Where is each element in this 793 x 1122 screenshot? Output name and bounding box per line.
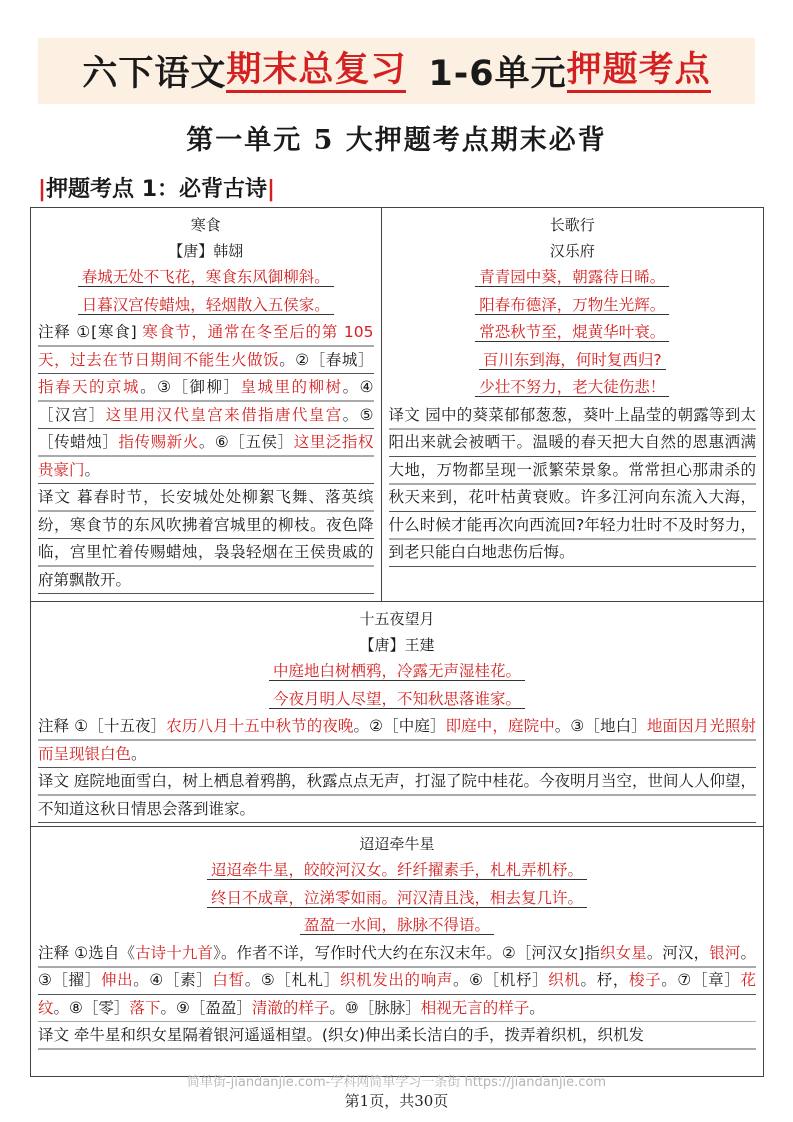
table-row <box>31 208 763 602</box>
section-heading <box>38 172 275 203</box>
poem-line: 中庭地白树栖鸦，冷露无声湿桂花。 <box>38 658 756 686</box>
poem-author: 【唐】韩翃 <box>168 242 244 260</box>
poem-line: 春城无处不飞花，寒食东风御柳斜。 <box>38 264 374 292</box>
header-title-part-3: 1-6单元 <box>428 54 567 94</box>
poem-translation: 译文 园中的葵菜郁郁葱葱，葵叶上晶莹的朝露等到太阳出来就会被晒干。温暖的春天把大自然的恩惠洒满大地，万物都呈现一派繁荣景象。常常担心那肃杀的秋天来到，花叶枯黄衰败。许多江河向东流入大海，什么时候才能再次向西流回?年轻力壮时不及时努力，到老只能白白地悲伤后悔。 <box>389 402 756 567</box>
poem-title: 迢迢牵牛星 <box>359 835 435 853</box>
poem-translation: 译文 庭院地面雪白，树上栖息着鸦鹊，秋露点点无声，打湿了院中桂花。今夜明月当空，世间人人仰望，不知道这秋日情思会落到谁家。 <box>38 768 756 823</box>
header-title-part-2: 期末总复习 <box>226 50 406 93</box>
unit-subtitle: 第一单元 5 大押题考点期末必背 <box>186 125 607 156</box>
poem-title: 十五夜望月 <box>359 610 435 628</box>
poem-line: 青青园中葵，朝露待日晞。 <box>389 264 756 292</box>
poem-cell-tiaotiao <box>31 827 763 1077</box>
poem-line: 百川东到海，何时复西归? <box>389 347 756 375</box>
poem-notes: 注释 ①选自《古诗十九首》。作者不详，写作时代大约在东汉末年。②［河汉女]指织女星。河汉，银河。③［擢］伸出。④［素］白皙。⑤［札札］织机发出的响声。⑥［机杼］织机。杼，梭子。⑦［章］花纹。⑧［零］落下。⑨［盈盈］清澈的样子。⑩［脉脉］相视无言的样子。 <box>38 940 756 1023</box>
poem-cell-changgexing <box>382 208 763 601</box>
poem-cell-hanshi <box>31 208 382 601</box>
poems-table <box>30 207 764 1077</box>
poem-line: 常恐秋节至，焜黄华叶衰。 <box>389 319 756 347</box>
header-title-part-4: 押题考点 <box>567 50 711 93</box>
watermark-text: 简单街-jiandanjie.com-学科网简单学习一条街 https://jiandanjie.com <box>186 1075 607 1090</box>
poem-cell-shiwuye <box>31 602 763 827</box>
section-bar-right: | <box>267 177 276 202</box>
poem-line: 终日不成章，泣涕零如雨。河汉清且浅，相去复几许。 <box>38 885 756 913</box>
poem-line: 盈盈一水间，脉脉不得语。 <box>38 912 756 940</box>
section-bar-left: | <box>38 177 47 202</box>
poem-notes: 注释 ①[寒食] 寒食节，通常在冬至后的第 105 天，过去在节日期间不能生火做饭。②［春城］指春天的京城。③［御柳］皇城里的柳树。④［汉宫］这里用汉代皇宫来借指唐代皇宫。⑤［传蜡烛］指传赐新火。⑥［五侯］这里泛指权贵豪门。 <box>38 319 374 484</box>
poem-author: 【唐】王建 <box>359 636 435 654</box>
page-number: 第1页，共30页 <box>344 1092 449 1110</box>
section-title: 押题考点 1：必背古诗 <box>46 177 268 202</box>
poem-translation: 译文 暮春时节，长安城处处柳絮飞舞、落英缤纷，寒食节的东风吹拂着宫城里的柳枝。夜色降临，宫里忙着传赐蜡烛，袅袅轻烟在王侯贵戚的府第飘散开。 <box>38 484 374 594</box>
poem-line: 日暮汉宫传蜡烛，轻烟散入五侯家。 <box>38 292 374 320</box>
header-banner <box>38 38 755 104</box>
poem-translation: 译文 牵牛星和织女星隔着银河遥遥相望。(织女)伸出柔长洁白的手，拨弄着织机，织机发 <box>38 1022 756 1050</box>
poem-line: 迢迢牵牛星，皎皎河汉女。纤纤擢素手，札札弄机杼。 <box>38 857 756 885</box>
poem-title: 长歌行 <box>549 216 595 234</box>
poem-line: 阳春布德泽，万物生光辉。 <box>389 292 756 320</box>
poem-line: 少壮不努力，老大徒伤悲！ <box>389 374 756 402</box>
header-title-part-1: 六下语文 <box>82 54 227 94</box>
poem-title: 寒食 <box>190 216 221 234</box>
poem-author: 汉乐府 <box>549 242 595 260</box>
poem-line: 今夜月明人尽望，不知秋思落谁家。 <box>38 686 756 714</box>
poem-notes: 注释 ①［十五夜］农历八月十五中秋节的夜晚。②［中庭］即庭中，庭院中。③［地白］地面因月光照射而呈现银白色。 <box>38 713 756 768</box>
